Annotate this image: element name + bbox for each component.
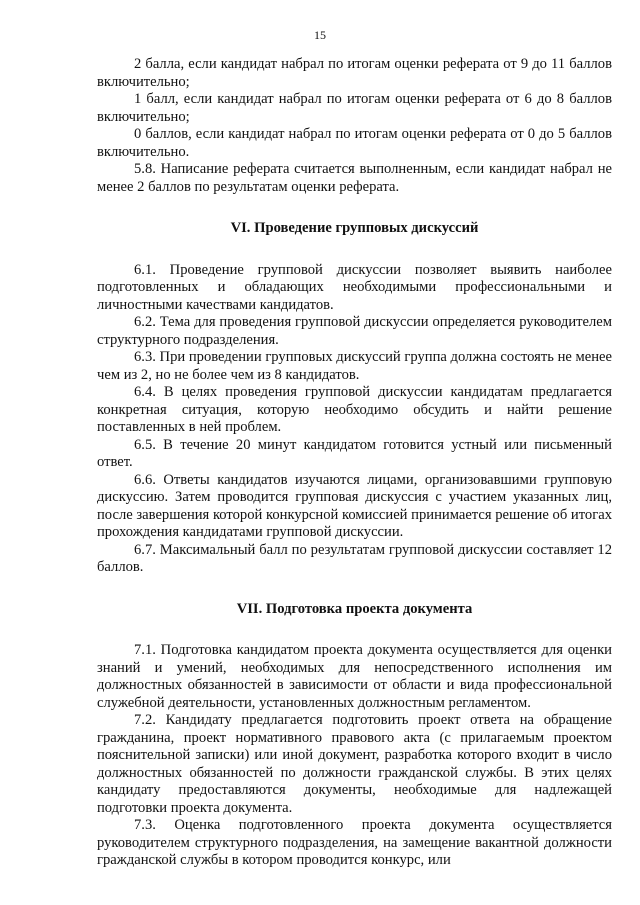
paragraph-6-1: 6.1. Проведение групповой дискуссии позволяет выявить наиболее подготовленных и обладающих необходимыми профессиональными и личностными качествами кандидатов. — [97, 261, 612, 313]
document-body — [97, 56, 612, 870]
section-7-heading: VII. Подготовка проекта документа — [236, 600, 473, 617]
paragraph-6-7: 6.7. Максимальный балл по результатам групповой дискуссии составляет 12 баллов. — [97, 541, 612, 575]
section-6-heading: VI. Проведение групповых дискуссий — [230, 220, 479, 236]
paragraph-6-3: 6.3. При проведении групповых дискуссий группа должна состоять не менее чем из 2, но не более чем из 8 кандидатов. — [97, 349, 612, 383]
paragraph-score-1: 1 балл, если кандидат набрал по итогам оценки реферата от 6 до 8 баллов включительно; — [97, 91, 612, 125]
paragraph-7-3: 7.3. Оценка подготовленного проекта документа осуществляется руководителем структурного подразделения, на замещение вакантной должности гражданской службы в котором проводится конкурс, или — [97, 817, 612, 868]
paragraph-6-4: 6.4. В целях проведения групповой дискуссии кандидатам предлагается конкретная ситуация, которую необходимо обсудить и найти решение поставленных в ней проблем. — [97, 384, 612, 435]
paragraph-6-6: 6.6. Ответы кандидатов изучаются лицами, организовавшими групповую дискуссию. Затем проводится групповая дискуссия с участием указанных лиц, после завершения которой конкурсной комиссией принимается решение об итогах прохождения кандидатами групповой дискуссии. — [97, 471, 612, 540]
paragraph-score-2: 2 балла, если кандидат набрал по итогам оценки реферата от 9 до 11 баллов включительно; — [97, 56, 612, 90]
paragraph-7-2: 7.2. Кандидату предлагается подготовить проект ответа на обращение гражданина, проект нормативного правового акта (с прилагаемым проектом пояснительной записки) или иной документ, разработка которого входит в число должностных обязанностей по должности гражданской службы. В этих целях кандидату предоставляются документы, необходимые для надлежащей подготовки проекта документа. — [97, 712, 612, 816]
paragraph-5-8: 5.8. Написание реферата считается выполненным, если кандидат набрал не менее 2 баллов по результатам оценки реферата. — [97, 161, 612, 195]
page-number: 15 — [314, 28, 326, 42]
paragraph-6-5: 6.5. В течение 20 минут кандидатом готовится устный или письменный ответ. — [97, 436, 612, 470]
paragraph-score-0: 0 баллов, если кандидат набрал по итогам оценки реферата от 0 до 5 баллов включительно. — [97, 126, 612, 160]
paragraph-6-2: 6.2. Тема для проведения групповой дискуссии определяется руководителем структурного подразделения. — [97, 314, 612, 348]
paragraph-7-1: 7.1. Подготовка кандидатом проекта документа осуществляется для оценки знаний и умений, необходимых для непосредственного исполнения им должностных обязанностей в зависимости от области и вида профессиональной служебной деятельности, установленных должностным регламентом. — [97, 642, 612, 711]
